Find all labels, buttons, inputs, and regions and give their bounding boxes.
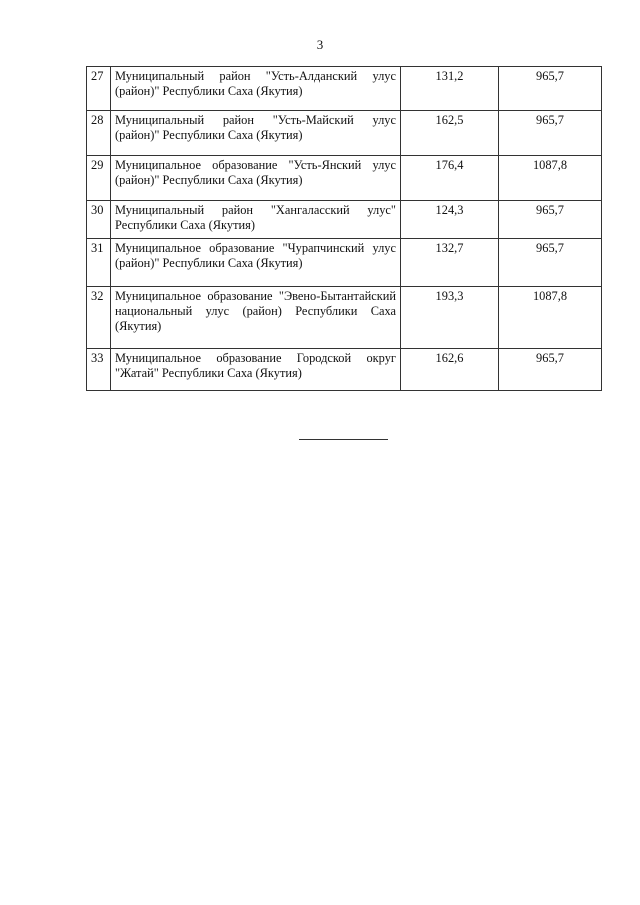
table-row bbox=[87, 201, 602, 239]
row-number: 28 bbox=[87, 111, 111, 156]
row-number: 27 bbox=[87, 67, 111, 111]
value-2: 965,7 bbox=[499, 349, 602, 391]
row-number: 29 bbox=[87, 156, 111, 201]
value-1: 193,3 bbox=[401, 287, 499, 349]
table-row bbox=[87, 67, 602, 111]
value-1: 132,7 bbox=[401, 239, 499, 287]
row-number: 30 bbox=[87, 201, 111, 239]
row-number: 32 bbox=[87, 287, 111, 349]
value-1: 162,5 bbox=[401, 111, 499, 156]
value-1: 162,6 bbox=[401, 349, 499, 391]
value-2: 1087,8 bbox=[499, 156, 602, 201]
municipality-name: Муниципальное образование "Эвено-Бытантайский национальный улус (район) Республики Саха (Якутия) bbox=[111, 287, 401, 349]
end-of-document-rule bbox=[299, 439, 388, 440]
municipality-name: Муниципальный район "Усть-Алданский улус (район)" Республики Саха (Якутия) bbox=[111, 67, 401, 111]
table-row bbox=[87, 239, 602, 287]
data-table bbox=[86, 66, 602, 391]
municipality-name: Муниципальное образование "Чурапчинский улус (район)" Республики Саха (Якутия) bbox=[111, 239, 401, 287]
municipality-name: Муниципальное образование Городской округ "Жатай" Республики Саха (Якутия) bbox=[111, 349, 401, 391]
table-row bbox=[87, 287, 602, 349]
value-1: 176,4 bbox=[401, 156, 499, 201]
value-1: 124,3 bbox=[401, 201, 499, 239]
municipality-name: Муниципальный район "Хангаласский улус" Республики Саха (Якутия) bbox=[111, 201, 401, 239]
value-2: 965,7 bbox=[499, 239, 602, 287]
value-2: 965,7 bbox=[499, 201, 602, 239]
row-number: 33 bbox=[87, 349, 111, 391]
page-number: 3 bbox=[316, 37, 324, 52]
table-row bbox=[87, 156, 602, 201]
row-number: 31 bbox=[87, 239, 111, 287]
value-2: 965,7 bbox=[499, 111, 602, 156]
value-2: 1087,8 bbox=[499, 287, 602, 349]
municipality-name: Муниципальный район "Усть-Майский улус (район)" Республики Саха (Якутия) bbox=[111, 111, 401, 156]
table-row bbox=[87, 349, 602, 391]
value-2: 965,7 bbox=[499, 67, 602, 111]
table-row bbox=[87, 111, 602, 156]
value-1: 131,2 bbox=[401, 67, 499, 111]
municipality-name: Муниципальное образование "Усть-Янский улус (район)" Республики Саха (Якутия) bbox=[111, 156, 401, 201]
